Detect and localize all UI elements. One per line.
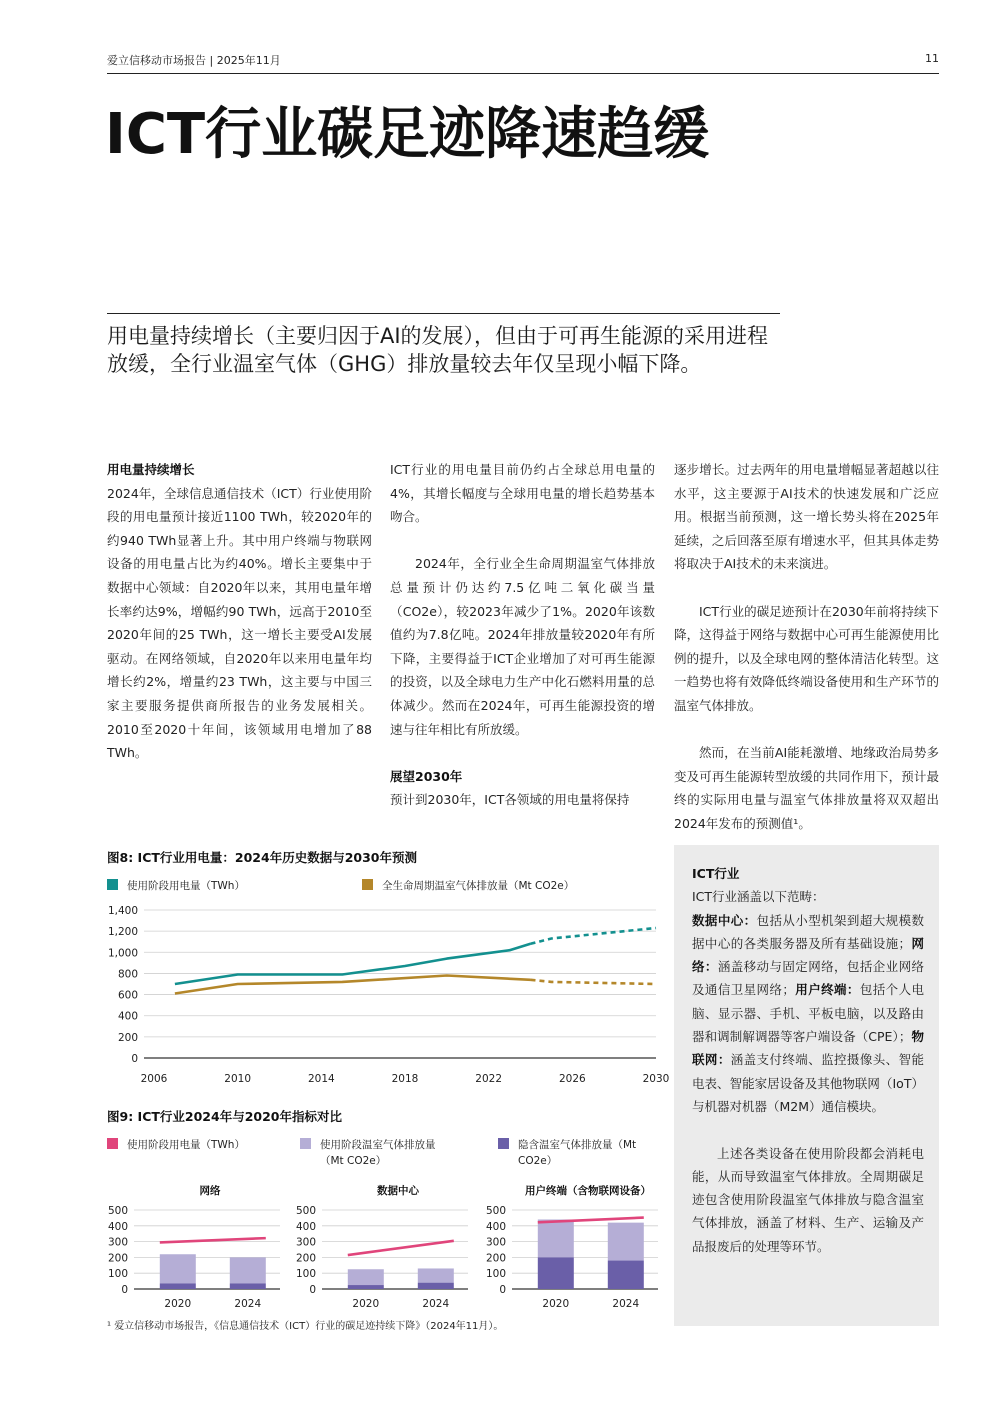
- y-tick-label: 0: [131, 1053, 138, 1065]
- figure8-title: 图8: ICT行业用电量：2024年历史数据与2030年预测: [107, 850, 417, 865]
- x-tick-label: 2020: [542, 1298, 570, 1310]
- use-ghg-bar: [348, 1269, 384, 1285]
- x-tick-label: 2006: [140, 1073, 168, 1085]
- page-title: ICT行业碳足迹降速趋缓: [105, 102, 710, 167]
- x-tick-label: 2024: [612, 1298, 640, 1310]
- x-tick-label: 2024: [422, 1298, 450, 1310]
- embodied-bar: [230, 1283, 266, 1289]
- embodied-bar: [418, 1283, 454, 1289]
- y-tick-label: 800: [117, 968, 138, 981]
- col2-paragraph-2: 2024年，全行业全生命周期温室气体排放总量预计仍达约7.5亿吨二氧化碳当量（CO2e），较2023年减少了1%。2020年该数值约为7.8亿吨。2024年排放量较2020年有所下降，主要得益于ICT企业增加了对可再生能源的投资，以及全球电力生产中化石燃料用量的总体减少。然而在2024年，可再生能源投资的增速与往年相比有所放缓。: [390, 556, 655, 737]
- x-tick-label: 2014: [307, 1073, 335, 1085]
- figure9-title: 图9: ICT行业2024年与2020年指标对比: [107, 1109, 342, 1124]
- header-rule: [107, 73, 939, 74]
- figure9-bar-charts: [100, 1178, 670, 1313]
- y-tick-label: 0: [499, 1284, 506, 1296]
- y-tick-label: 0: [121, 1284, 128, 1296]
- embodied-bar: [348, 1285, 384, 1289]
- y-tick-label: 200: [485, 1252, 506, 1265]
- x-tick-label: 2026: [558, 1073, 586, 1085]
- y-tick-label: 400: [107, 1220, 128, 1233]
- ghg-historical-line: [175, 976, 531, 994]
- y-tick-label: 100: [295, 1268, 316, 1281]
- col3-paragraph-1: 逐步增长。过去两年的用电量增幅显著超越以往水平，这主要源于AI技术的快速发展和广泛应用。根据当前预测，这一增长势头将在2025年延续，之后回落至原有增速水平，但其具体走势将取决于AI技术的未来演进。: [674, 462, 939, 572]
- use-ghg-bar: [160, 1254, 196, 1283]
- y-tick-label: 300: [295, 1236, 316, 1249]
- sidebar-definitions: [692, 909, 924, 1119]
- sidebar-ue-text: 包括个人电脑、显示器、手机、平板电脑，以及路由器和调制解调器等客户端设备（CPE）；: [692, 982, 924, 1045]
- use-ghg-bar: [230, 1257, 266, 1283]
- section-electricity-text: 2024年，全球信息通信技术（ICT）行业使用阶段的用电量预计接近1100 TWh，较2020年的约940 TWh显著上升。其中用户终端与物联网设备的用电量占比为约40%。增长主要集中于数据中心领域：自2020年以来，其用电量年增长率约达9%，增幅约90 TWh，远高于2010至2020年间的25 TWh，这一增长主要受AI发展驱动。在网络领域，自2020年以来用电量年均增长约2%，增量约23 TWh，这主要与中国三家主要服务提供商所报告的业务发展相关。2010至2020十年间，该领域用电增加了88 TWh。: [107, 485, 372, 761]
- ghg-forecast-line: [531, 980, 657, 984]
- x-tick-label: 2010: [224, 1073, 252, 1085]
- y-tick-label: 1,400: [107, 905, 138, 917]
- page-number: 11: [925, 52, 939, 65]
- legend-swatch-teal: [107, 879, 118, 890]
- sidebar-ue-label: 用户终端：: [794, 982, 860, 998]
- legend-swatch-dark-purple: [498, 1138, 509, 1149]
- embodied-bar: [608, 1261, 644, 1289]
- sidebar-net-text: 涵盖移动与固定网络，包括企业网络及通信卫星网络；: [692, 959, 924, 998]
- x-tick-label: 2030: [642, 1073, 670, 1085]
- lead-rule: [107, 313, 780, 314]
- y-tick-label: 300: [485, 1236, 506, 1249]
- y-tick-label: 100: [485, 1268, 506, 1281]
- legend-swatch-light-purple: [300, 1138, 311, 1149]
- col3-paragraph-3: 然而，在当前AI能耗激增、地缘政治局势多变及可再生能源转型放缓的共同作用下，预计最终的实际用电量与温室气体排放量将双双超出2024年发布的预测值¹。: [674, 745, 939, 831]
- use-ghg-bar: [608, 1223, 644, 1261]
- figure9-legend-use-ghg: [300, 1137, 450, 1169]
- sidebar-intro: ICT行业涵盖以下范畴：: [692, 889, 825, 905]
- figure8-legend-ghg: [362, 878, 574, 893]
- report-header: 爱立信移动市场报告 | 2025年11月: [107, 54, 281, 67]
- legend-label: 使用阶段用电量（TWh）: [127, 1139, 245, 1151]
- y-tick-label: 1,000: [107, 947, 138, 960]
- x-tick-label: 2020: [352, 1298, 380, 1310]
- legend-swatch-gold: [362, 879, 373, 890]
- embodied-bar: [538, 1257, 574, 1289]
- figure8-legend-electricity: [107, 878, 245, 893]
- sidebar-net-label: 网络：: [692, 935, 924, 975]
- col3-paragraph-2: ICT行业的碳足迹预计在2030年前将持续下降，这得益于网络与数据中心可再生能源使用比例的提升，以及全球电网的整体清洁化转型。这一趋势也将有效降低终端设备使用和生产环节的温室气体排放。: [674, 603, 939, 713]
- y-tick-label: 500: [485, 1205, 506, 1217]
- body-column-3: [674, 458, 939, 836]
- y-tick-label: 500: [107, 1205, 128, 1217]
- y-tick-label: 200: [107, 1252, 128, 1265]
- sidebar-dc-label: 数据中心：: [692, 912, 757, 928]
- legend-label: 全生命周期温室气体排放量（Mt CO2e）: [382, 880, 575, 892]
- section-heading-electricity: 用电量持续增长: [107, 462, 195, 477]
- sidebar-iot-label: 物联网：: [692, 1029, 924, 1068]
- y-tick-label: 500: [295, 1205, 316, 1217]
- ict-sector-sidebar: [674, 845, 939, 1326]
- legend-swatch-pink: [107, 1138, 118, 1149]
- panel-title: 用户终端（含物联网设备）: [525, 1185, 651, 1197]
- x-tick-label: 2020: [164, 1298, 192, 1310]
- y-tick-label: 200: [117, 1031, 138, 1044]
- use-ghg-bar: [418, 1268, 454, 1282]
- lead-paragraph: 用电量持续增长（主要归因于AI的发展），但由于可再生能源的采用进程放缓，全行业温室气体（GHG）排放量较去年仅呈现小幅下降。: [107, 324, 769, 376]
- col2-paragraph-3: 预计到2030年，ICT各领域的用电量将保持: [390, 792, 630, 808]
- panel-title: 数据中心: [377, 1185, 419, 1197]
- y-tick-label: 200: [295, 1252, 316, 1265]
- y-tick-label: 0: [309, 1284, 316, 1296]
- footnote: ¹ 爱立信移动市场报告，《信息通信技术（ICT）行业的碳足迹持续下降》（2024年11月）。: [107, 1321, 504, 1332]
- x-tick-label: 2024: [234, 1298, 262, 1310]
- legend-label: 使用阶段用电量（TWh）: [127, 880, 245, 892]
- y-tick-label: 100: [107, 1268, 128, 1281]
- x-tick-label: 2022: [475, 1073, 503, 1085]
- figure9-legend-embodied: [498, 1137, 648, 1169]
- body-column-2: [390, 458, 655, 812]
- panel-title: 网络: [199, 1185, 221, 1197]
- y-tick-label: 300: [107, 1236, 128, 1249]
- col2-paragraph-1: ICT行业的用电量目前仍约占全球总用电量的4%，其增长幅度与全球用电量的增长趋势基本吻合。: [390, 462, 655, 525]
- electricity-forecast-line: [531, 928, 657, 944]
- embodied-bar: [160, 1283, 196, 1289]
- y-tick-label: 1,200: [107, 926, 138, 939]
- sidebar-heading: ICT行业: [692, 866, 740, 881]
- use-ghg-bar: [538, 1219, 574, 1257]
- section-heading-outlook: 展望2030年: [390, 768, 463, 784]
- electricity-trend-line: [348, 1241, 454, 1255]
- sidebar-dc-text: 包括从小型机架到超大规模数据中心的各类服务器及所有基础设施；: [692, 912, 924, 951]
- body-column-1: [107, 458, 372, 765]
- figure8-line-chart: [100, 900, 670, 1095]
- sidebar-paragraph-2: 上述各类设备在使用阶段都会消耗电能，从而导致温室气体排放。全周期碳足迹包含使用阶段温室气体排放与隐含温室气体排放，涵盖了材料、生产、运输及产品报废后的处理等环节。: [692, 1145, 924, 1254]
- y-tick-label: 400: [295, 1220, 316, 1233]
- legend-label: 隐含温室气体排放量（Mt CO2e）: [518, 1139, 637, 1167]
- y-tick-label: 400: [485, 1220, 506, 1233]
- figure9-legend-electricity: [107, 1137, 245, 1152]
- sidebar-iot-text: 涵盖支付终端、监控摄像头、智能电表、智能家居设备及其他物联网（IoT）与机器对机器（M2M）通信模块。: [692, 1052, 924, 1114]
- legend-label: 使用阶段温室气体排放量（Mt CO2e）: [320, 1139, 436, 1167]
- y-tick-label: 600: [117, 989, 138, 1002]
- y-tick-label: 400: [117, 1010, 138, 1023]
- x-tick-label: 2018: [391, 1073, 419, 1085]
